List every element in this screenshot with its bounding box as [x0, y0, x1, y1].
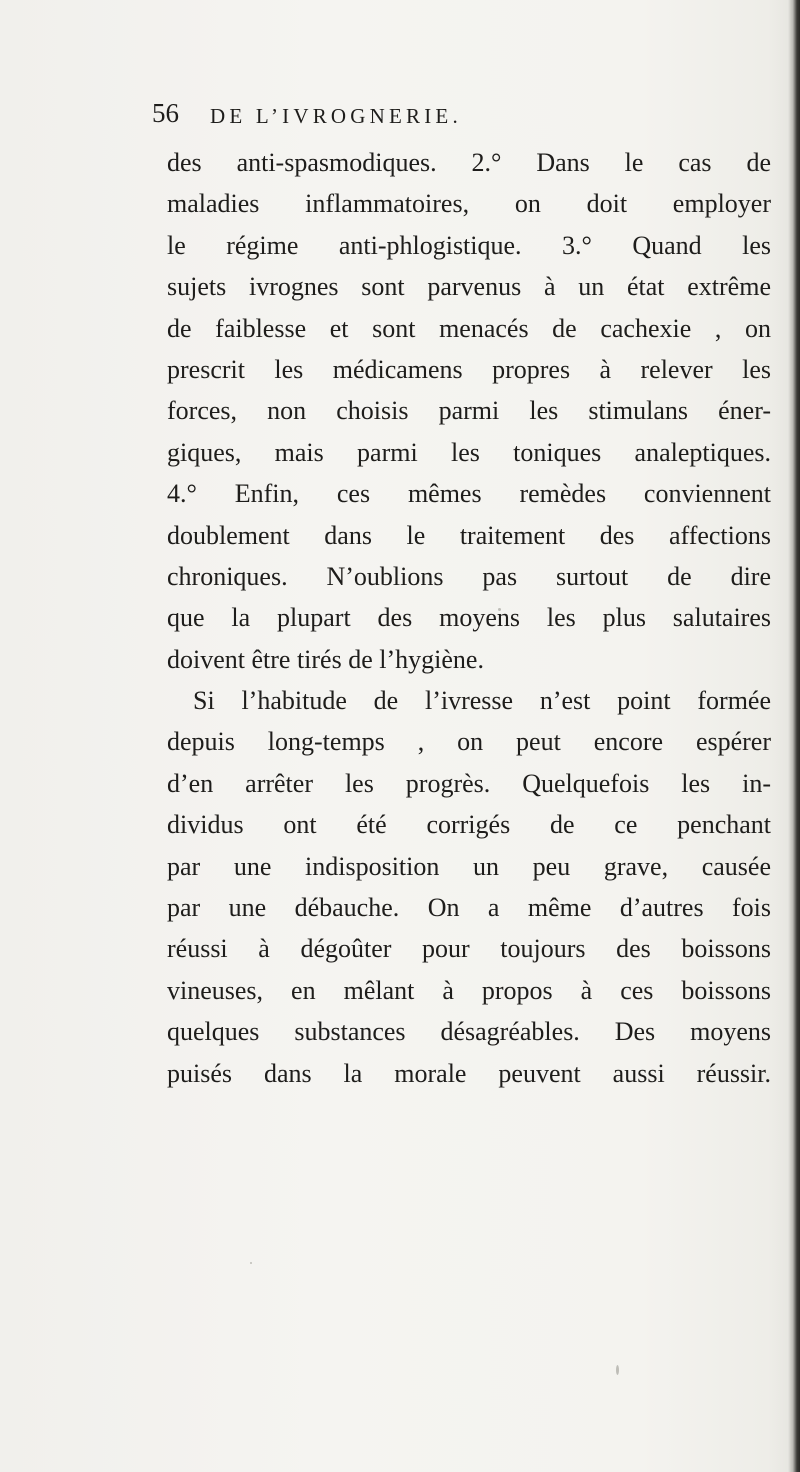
text-line: d’en arrêter les progrès. Quelquefois les in- — [167, 768, 771, 798]
paper-speck — [616, 1365, 619, 1375]
paper-speck — [250, 1262, 252, 1264]
running-title: DE L’IVROGNERIE. — [210, 104, 462, 128]
text-line: doublement dans le traitement des affections — [167, 520, 771, 550]
text-line: sujets ivrognes sont parvenus à un état extrême — [167, 272, 771, 302]
text-line: par une indisposition un peu grave, causée — [167, 851, 771, 881]
page-edge-shadow — [788, 0, 800, 1472]
text-line: quelques substances désagréables. Des moyens — [167, 1017, 771, 1047]
text-line: le régime anti-phlogistique. 3.° Quand les — [167, 230, 771, 260]
text-line: dividus ont été corrigés de ce penchant — [167, 810, 771, 840]
text-line: puisés dans la morale peuvent aussi réussir. — [167, 1058, 771, 1088]
text-line: vineuses, en mêlant à propos à ces boissons — [167, 975, 771, 1005]
text-line: maladies inflammatoires, on doit employer — [167, 189, 771, 219]
text-line: prescrit les médicamens propres à relever les — [167, 354, 771, 384]
page-number: 56 — [152, 98, 179, 128]
text-line: 4.° Enfin, ces mêmes remèdes conviennent — [167, 479, 771, 509]
text-line: de faiblesse et sont menacés de cachexie , on — [167, 313, 771, 343]
text-line: des anti-spasmodiques. 2.° Dans le cas de — [167, 148, 771, 177]
text-line: depuis long-temps , on peut encore espérer — [167, 727, 771, 757]
body-text — [167, 142, 771, 1094]
text-line: par une débauche. On a même d’autres fois — [167, 893, 771, 923]
paragraph-start-line: Si l’habitude de l’ivresse n’est point formée — [193, 686, 771, 716]
paragraph-end-line: doivent être tirés de l’hygiène. — [167, 644, 484, 674]
text-line: réussi à dégoûter pour toujours des boissons — [167, 934, 771, 964]
text-line: giques, mais parmi les toniques analeptiques. — [167, 437, 771, 467]
text-line: forces, non choisis parmi les stimulans éner- — [167, 396, 771, 426]
text-line: que la plupart des moyens les plus salutaires — [167, 603, 771, 633]
paper-speck — [498, 608, 501, 611]
text-line: chroniques. N’oublions pas surtout de dire — [167, 561, 771, 591]
page-header — [152, 98, 752, 138]
